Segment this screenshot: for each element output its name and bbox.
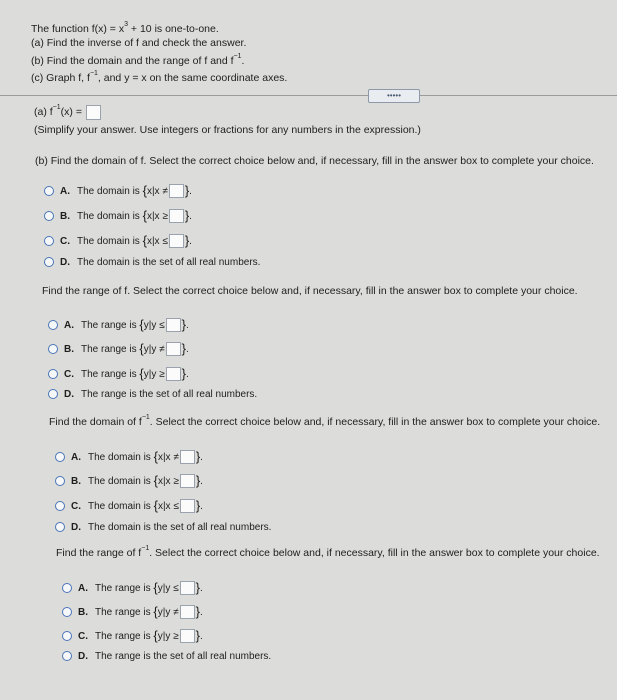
choice-letter: A.: [60, 186, 70, 197]
set-brace: }: [184, 183, 190, 198]
set-condition: y|y ≤: [157, 583, 179, 594]
set-brace: {: [153, 580, 158, 595]
choice-text: The range is the set of all real numbers.: [95, 651, 272, 662]
set-brace: {: [139, 317, 144, 332]
problem-part-c: (c) Graph f, $f^{-1}$, and y = x on the same coordinate axes.: [31, 70, 288, 84]
problem-part-a: (a) Find the inverse of f and check the answer.: [31, 37, 247, 49]
choice-text: The range is: [95, 583, 151, 594]
choice-option[interactable]: B. The domain is {x|x ≥ }.: [55, 473, 203, 488]
radio-button[interactable]: [44, 186, 54, 196]
choice-letter: A.: [78, 583, 88, 594]
radio-button[interactable]: [48, 344, 58, 354]
choice-letter: B.: [71, 476, 81, 487]
set-brace: }: [195, 580, 200, 595]
radio-button[interactable]: [62, 651, 72, 661]
choice-letter: A.: [64, 320, 74, 331]
choice-letter: B.: [60, 211, 70, 222]
answer-box[interactable]: [166, 367, 181, 381]
choice-option[interactable]: A. The domain is {x|x ≠ }.: [44, 183, 192, 198]
set-condition: x|x ≥: [157, 476, 179, 487]
problem-line-1: The function $f(x) = x^3 + 10$ is one-to-one.: [31, 21, 219, 35]
choice-text: The domain is: [88, 501, 151, 512]
radio-button[interactable]: [44, 211, 54, 221]
choice-letter: A.: [71, 452, 81, 463]
answer-box[interactable]: [169, 209, 184, 223]
radio-button[interactable]: [48, 320, 58, 330]
radio-button[interactable]: [48, 369, 58, 379]
choice-text: The range is the set of all real numbers.: [81, 389, 258, 400]
choice-option[interactable]: [44, 257, 260, 268]
set-brace: {: [142, 183, 147, 198]
radio-button[interactable]: [44, 257, 54, 267]
set-condition: y|y ≥: [157, 631, 179, 642]
question-prompt: Find the domain of $f^{-1}$. Select the correct choice below and, if necessary, fill in the answer box to complete your choice.: [49, 414, 601, 428]
set-brace: {: [153, 473, 158, 488]
section-divider: [0, 95, 617, 96]
set-brace: }: [195, 628, 200, 643]
set-brace: {: [142, 233, 147, 248]
choice-letter: C.: [71, 501, 81, 512]
answer-box[interactable]: [166, 318, 181, 332]
problem-part-b: (b) Find the domain and the range of f and $f^{-1}$.: [31, 53, 245, 67]
set-brace: }: [195, 449, 201, 464]
choice-option[interactable]: B. The range is {y|y ≠ }.: [62, 604, 203, 619]
choice-letter: D.: [78, 651, 88, 662]
answer-box[interactable]: [180, 474, 195, 488]
radio-button[interactable]: [62, 607, 72, 617]
choice-letter: C.: [78, 631, 88, 642]
set-condition: x|x ≠: [146, 186, 168, 197]
answer-box[interactable]: [169, 184, 184, 198]
choice-option[interactable]: C. The range is {y|y ≥ }.: [48, 366, 189, 381]
set-brace: }: [181, 317, 186, 332]
choice-text: The domain is: [77, 186, 140, 197]
radio-button[interactable]: [62, 583, 72, 593]
question-prompt: Find the range of f. Select the correct choice below and, if necessary, fill in the answer box to complete your choice.: [42, 285, 578, 297]
choice-letter: C.: [64, 369, 74, 380]
choice-text: The domain is the set of all real numbers.: [88, 522, 272, 533]
radio-button[interactable]: [62, 631, 72, 641]
choice-option[interactable]: [62, 651, 271, 662]
set-brace: {: [153, 449, 158, 464]
radio-button[interactable]: [44, 236, 54, 246]
choice-text: The domain is: [88, 452, 151, 463]
set-brace: }: [195, 604, 200, 619]
set-condition: y|y ≥: [143, 369, 165, 380]
choice-option[interactable]: C. The domain is {x|x ≤ }.: [44, 233, 192, 248]
question-prompt: (b) Find the domain of f. Select the correct choice below and, if necessary, fill in the answer box to complete your choice.: [35, 155, 594, 167]
set-brace: {: [139, 341, 144, 356]
choice-option[interactable]: A. The range is {y|y ≤ }.: [62, 580, 203, 595]
set-condition: x|x ≤: [146, 236, 168, 247]
choice-text: The range is: [81, 369, 137, 380]
more-button[interactable]: •••••: [368, 89, 420, 103]
choice-text: The range is: [81, 344, 137, 355]
choice-text: The range is: [81, 320, 137, 331]
radio-button[interactable]: [55, 522, 65, 532]
question-prompt: Find the range of $f^{-1}$. Select the correct choice below and, if necessary, fill in the answer box to complete your choice.: [56, 545, 600, 559]
set-brace: {: [153, 498, 158, 513]
set-brace: {: [153, 604, 158, 619]
choice-letter: B.: [78, 607, 88, 618]
choice-option[interactable]: B. The domain is {x|x ≥ }.: [44, 208, 192, 223]
radio-button[interactable]: [48, 389, 58, 399]
choice-letter: C.: [60, 236, 70, 247]
answer-box[interactable]: [180, 499, 195, 513]
set-condition: x|x ≤: [157, 501, 179, 512]
set-brace: {: [139, 366, 144, 381]
choice-option[interactable]: C. The range is {y|y ≥ }.: [62, 628, 203, 643]
answer-box[interactable]: [166, 342, 181, 356]
choice-option[interactable]: B. The range is {y|y ≠ }.: [48, 341, 189, 356]
answer-box[interactable]: [169, 234, 184, 248]
answer-box[interactable]: [180, 605, 195, 619]
choice-letter: D.: [64, 389, 74, 400]
answer-box[interactable]: [180, 581, 195, 595]
set-brace: }: [184, 233, 190, 248]
part-a-hint: (Simplify your answer. Use integers or fractions for any numbers in the expression.): [34, 124, 421, 136]
choice-option[interactable]: A. The range is {y|y ≤ }.: [48, 317, 189, 332]
set-brace: }: [181, 341, 186, 356]
set-condition: y|y ≠: [143, 344, 165, 355]
set-brace: }: [195, 498, 201, 513]
answer-box[interactable]: [180, 629, 195, 643]
answer-box[interactable]: [180, 450, 195, 464]
set-condition: x|x ≠: [157, 452, 179, 463]
choice-text: The domain is: [77, 211, 140, 222]
choice-text: The domain is: [77, 236, 140, 247]
choice-letter: D.: [71, 522, 81, 533]
set-brace: }: [184, 208, 190, 223]
set-condition: x|x ≥: [146, 211, 168, 222]
choice-option[interactable]: [55, 522, 271, 533]
inverse-answer-box[interactable]: [86, 105, 101, 120]
choice-text: The domain is the set of all real numbers.: [77, 257, 261, 268]
radio-button[interactable]: [55, 452, 65, 462]
set-condition: y|y ≠: [157, 607, 179, 618]
set-condition: y|y ≤: [143, 320, 165, 331]
choice-option[interactable]: A. The domain is {x|x ≠ }.: [55, 449, 203, 464]
set-brace: {: [153, 628, 158, 643]
set-brace: }: [181, 366, 186, 381]
set-brace: }: [195, 473, 201, 488]
choice-text: The range is: [95, 607, 151, 618]
choice-text: The range is: [95, 631, 151, 642]
choice-letter: B.: [64, 344, 74, 355]
set-brace: {: [142, 208, 147, 223]
choice-option[interactable]: [48, 389, 257, 400]
radio-button[interactable]: [55, 501, 65, 511]
choice-option[interactable]: C. The domain is {x|x ≤ }.: [55, 498, 203, 513]
radio-button[interactable]: [55, 476, 65, 486]
choice-text: The domain is: [88, 476, 151, 487]
part-a-label: (a) $f^{-1}(x)$ =: [34, 104, 102, 120]
choice-letter: D.: [60, 257, 70, 268]
